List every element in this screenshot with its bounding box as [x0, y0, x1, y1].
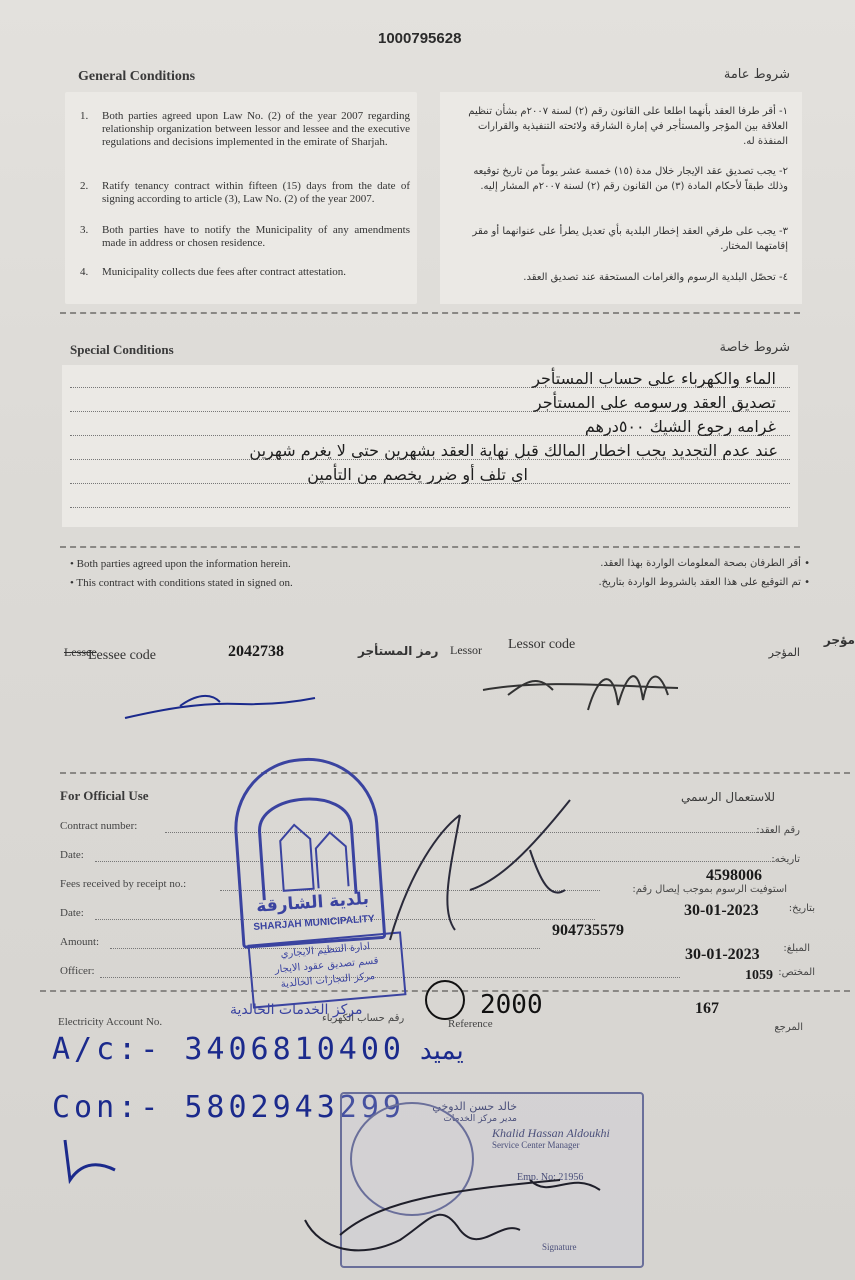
contract-number-label-ar: رقم العقد:: [756, 825, 800, 836]
amount-label: Amount:: [60, 936, 100, 948]
official-use-title: For Official Use: [60, 788, 149, 803]
receipt-number: 4598006: [706, 867, 762, 884]
special-condition-line: تصديق العقد ورسومه على المستأجر: [533, 393, 776, 412]
reference-label-ar: المرجع: [774, 1022, 803, 1033]
municipality-stamp: [230, 753, 387, 949]
special-condition-line: عند عدم التجديد يجب اخطار المالك قبل نهاية العقد بشهرين حتى لا يغرم شهرين: [249, 441, 778, 460]
lessee-code-label-ar: رمز المستأجر: [358, 644, 439, 658]
lessor-label-struck: Lessor: [450, 643, 482, 657]
receipt-label: Fees received by receipt no.:: [60, 878, 187, 890]
lessee-code-value: 2042738: [228, 643, 284, 660]
gc-item: 4. Municipality collects due fees after contract attestation.: [80, 266, 347, 278]
signature-label: Signature: [542, 1242, 577, 1252]
fee-date: 30-01-2023: [684, 902, 759, 919]
divider: [60, 772, 850, 774]
stamp-title-en: SHARJAH MUNICIPALITY: [253, 913, 376, 933]
divider: [60, 312, 800, 314]
special-condition-line: غرامه رجوع الشيك ٥٠٠درهم: [584, 417, 776, 436]
stamp-title-ar: بلدية الشارقة: [255, 888, 370, 917]
lessor-signature: [478, 660, 693, 720]
general-conditions-ar-box: [440, 92, 802, 304]
receipt-label-ar: استوفيت الرسوم بموجب إيصال رقم:: [632, 884, 787, 895]
gc-item-ar: ١- أقر طرفا العقد بأنهما اطلعا على القانون رقم (٢) لسنة ٢٠٠٧م بشأن تنظيم العلاقة بين المؤجر والمستأجر في إمارة الشارقة ولائحته التنفيذية والقرارات المنفذة له.: [468, 106, 788, 147]
officer-name-ar: خالد حسن الدوخي: [432, 1100, 517, 1113]
agreement-note-ar: • تم التوقيع على هذا العقد بالشروط الواردة بتاريخ.: [598, 577, 810, 588]
divider: [60, 546, 800, 548]
lessee-code-label: Lessee code: [88, 648, 157, 663]
officer-label-ar: المختص:: [778, 967, 815, 978]
contract-date-label: Date:: [60, 849, 84, 861]
general-conditions-title-ar: شروط عامة: [723, 67, 790, 82]
handwritten-mark: [55, 1135, 125, 1190]
general-conditions-title: General Conditions: [78, 69, 196, 84]
document-number: 1000795628: [378, 30, 462, 47]
contract-date-label-ar: تاريخه:: [771, 854, 800, 865]
lessee-signature: [120, 680, 320, 725]
officer-role-ar: مدير مركز الخدمات: [443, 1114, 517, 1124]
fee-date-label-ar: بتاريخ:: [788, 903, 815, 914]
gc-item-ar: ٤- تحصّل البلدية الرسوم والغرامات المستحقة عند تصديق العقد.: [523, 272, 788, 283]
gc-item: 1. Both parties agreed upon Law No. (2) of the year 2007 regarding relationship organization between lessor and lessee and the executive regulations and decisions implemented in the emirate of Sharjah.: [80, 110, 410, 148]
stamp-line: ادارة التنظيم الايجاري: [280, 941, 371, 960]
officer-signature: [300, 1160, 630, 1270]
lessee-label-struck: Lessee: [64, 645, 97, 659]
stamp-line: قسم تصديق عقود الايجار: [274, 955, 379, 976]
official-signature: [380, 790, 600, 970]
gc-item-ar: ٢- يجب تصديق عقد الإيجار خلال مدة (١٥) خمسة عشر يوماً من تاريخ توقيعه وذلك طبقاً لأحكام المادة (٣) من القانون رقم (٢) لسنة ٢٠٠٧م المشار إليه.: [473, 166, 788, 192]
official-use-title-ar: للاستعمال الرسمي: [680, 790, 775, 804]
gc-item-ar: ٣- يجب على طرفي العقد إخطار البلدية بأي تعديل يطرأ على عنوانهما أو مقر إقامتهما المختار.: [472, 226, 788, 252]
agreement-note-ar: • أقر الطرفان بصحة المعلومات الواردة بهذا العقد.: [600, 558, 810, 569]
reference-value: 167: [695, 1000, 719, 1017]
special-conditions-box: [62, 365, 798, 527]
stamp-line: مركز التجارات الخالدية: [280, 970, 376, 991]
special-conditions-title: Special Conditions: [70, 342, 174, 357]
agreement-note: • Both parties agreed upon the information herein.: [70, 558, 291, 570]
amount-label-ar: المبلغ:: [783, 943, 810, 954]
handwritten-reference: 2000: [480, 990, 543, 1020]
special-condition-line: اى تلف أو ضرر يخصم من التأمين: [307, 465, 528, 484]
officer-role-en: Service Center Manager: [492, 1140, 580, 1150]
gc-item: 3. Both parties have to notify the Municipality of any amendments made in address or chosen residence.: [80, 224, 410, 249]
officer-emp-no: Emp. No: 21956: [517, 1172, 584, 1183]
stamp-line-bottom: مركز الخدمات الخالدية: [230, 1002, 363, 1018]
municipality-emblem: [236, 775, 376, 904]
lessor-code-label: Lessor code: [508, 637, 576, 652]
handwritten-account-note: يميد: [420, 1036, 464, 1066]
electricity-account-label-ar: رقم حساب الكهرباء: [322, 1013, 405, 1024]
amount-value: 904735579: [552, 922, 624, 939]
electricity-account-label: Electricity Account No.: [58, 1016, 163, 1028]
officer-code: 1059: [745, 968, 773, 983]
handwritten-account: A/c:- 3406810400: [52, 1032, 405, 1067]
handwritten-contract: Con:- 5802943299: [52, 1090, 405, 1125]
special-condition-line: الماء والكهرباء على حساب المستأجر: [532, 369, 776, 388]
reference-label: Reference: [448, 1018, 493, 1030]
lessor-label-ar: المؤجر: [768, 646, 800, 659]
fee-date-label: Date:: [60, 907, 84, 919]
contract-number-label: Contract number:: [60, 820, 138, 832]
officer-name-en: Khalid Hassan Aldoukhi: [492, 1126, 610, 1140]
lessor-edge-ar: مؤجر: [823, 633, 855, 647]
gc-item: 2. Ratify tenancy contract within fifteen (15) days from the date of signing according to article (3), Law No. (2) of the year 2007.: [80, 180, 410, 205]
officer-date: 30-01-2023: [685, 946, 760, 963]
agreement-note: • This contract with conditions stated in signed on.: [70, 577, 293, 589]
handwritten-circle: [425, 980, 465, 1020]
officer-label: Officer:: [60, 965, 95, 977]
special-conditions-title-ar: شروط خاصة: [719, 340, 790, 355]
general-conditions-en-box: [65, 92, 417, 304]
